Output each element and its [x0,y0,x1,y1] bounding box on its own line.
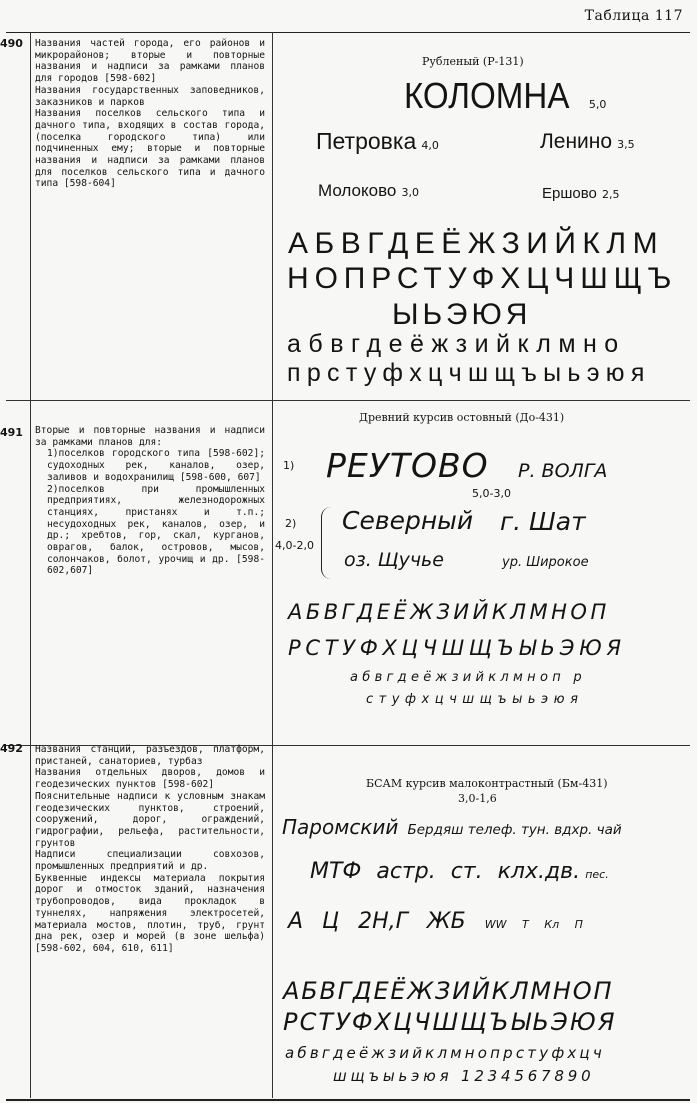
row-number-492: 492 [0,742,23,755]
italic-alphabet-lower-1: абвгдеёжзийклмноп р [350,670,586,685]
row-number-491: 491 [0,426,23,439]
font-size-bm431: 3,0-1,6 [458,792,497,805]
sample-line-2: МТФ астр. ст. клх.дв. пес. [310,859,609,884]
sample-reutovo: РЕУТОВО [326,446,489,485]
sample-shat: г. Шат [500,507,586,536]
italic-alphabet-lower-2: стуфхцчшщъыьэюя [366,692,584,707]
table-header: Таблица 117 [584,8,683,24]
alphabet-upper-3: ЫЬЭЮЯ [392,298,532,331]
italic-alphabet-upper-2: РСТУФХЦЧШЩЪЫЬЭЮЯ [288,636,626,660]
alphabet-upper-2: НОПРСТУФХЦЧШЩЪ [287,262,678,295]
sample-petrovka: Петровка 4,0 [316,128,439,154]
sample-volga: Р. ВОЛГА [518,460,608,482]
column-divider-2 [272,32,273,1098]
italic-alphabet-upper-1: АБВГДЕЁЖЗИЙКЛМНОП [288,600,610,624]
alphabet-upper-1: АБВГДЕЁЖЗИЙКЛМ [288,227,665,260]
sample-line-1: Паромский Бердяш телеф. тун. вдхр. чай [282,815,622,839]
row-492-description: Названия станций, разъездов, платформ, пристаней, санаториев, турбаз Названия отдельных дворов, домов и геодезических пунктов [598-602] Пояснительные надписи к условным знакам геодезических пунктов, строений, сооружений, дорог, ограждений, гидрографии, рельефа, растительности, грунтов Надписи специализации совхозов, промышленных предприятий и др. Буквенные индексы материала покрытия дорог и отмосток зданий, назначения трубопроводов, вида прокладок в туннелях, напряжения электросетей, материала мостов, плотин, труб, грунт дна рек, озер и морей (в зоне шельфа) [598-602, 604, 610, 611] [35,744,265,954]
sample-severny: Северный [342,506,474,535]
sample-molokovo: Молоково 3,0 [318,181,419,200]
sample-kolomna: КОЛОМНА 5,0 [404,75,607,116]
sample-ershovo: Ершово 2,5 [542,185,620,202]
sample-lenino: Ленино 3,5 [540,130,635,153]
font-caption-do431: Древний курсив остовный (До-431) [359,411,565,424]
size-severny: 4,0-2,0 [275,539,314,552]
size-reutovo: 5,0-3,0 [472,487,511,500]
alphabet-lower-1: абвгдеёжзийклмно [287,330,626,358]
font-caption-p131: Рубленый (Р-131) [422,55,524,68]
sample-schuchye: оз. Щучье [344,549,444,571]
column-divider-1 [30,32,31,1098]
row-490-description: Названия частей города, его районов и микрорайонов; вторые и повторные названия и надписи за рамками планов для городов [598-602] Названия государственных заповедников, заказников и парков Названия поселков сельского типа и дачного типа, входящих в состав города, (поселка городского типа) или подчиненных ему; вторые и повторные названия и надписи за рамками планов для поселков сельского типа и дачного типа [598-604] [35,38,265,190]
bm-alphabet-lower-2: шщъыьэюя 1234567890 [333,1067,595,1085]
sample-line-3: А Ц 2Н,Г ЖБ WW Т Кл П [288,909,583,934]
bm-alphabet-upper-1: АБВГДЕЁЖЗИЙКЛМНОП [283,977,614,1005]
marker-2: 2) [285,517,297,530]
row-divider-1 [6,400,690,401]
font-caption-bm431: БСАМ курсив малоконтрастный (Бм-431) [366,777,608,790]
brace-icon [321,507,332,579]
alphabet-lower-2: прстуфхцчшщъыьэюя [287,359,651,387]
sample-shirokoe: ур. Широкое [502,555,589,570]
bm-alphabet-lower-1: абвгдеёжзийклмнопрстуфхцч [285,1044,605,1062]
marker-1: 1) [283,459,295,472]
row-491-description: Вторые и повторные названия и надписи за рамками планов для: 1)поселков городского типа [598-602]; судоходных рек, каналов, озер, заливов и водохранилищ [598-600, 607] 2)поселков при промышленных предприятиях, железнодорожных станциях, пристанях и т.п.; несудоходных рек, каналов, озер, и др.; хребтов, гор, скал, курганов, оврагов, балок, островов, мысов, солончаков, болот, урочищ и др. [598-602,607] [35,425,265,577]
bm-alphabet-upper-2: РСТУФХЦЧШЩЪЫЬЭЮЯ [283,1008,617,1036]
row-number-490: 490 [0,37,23,50]
